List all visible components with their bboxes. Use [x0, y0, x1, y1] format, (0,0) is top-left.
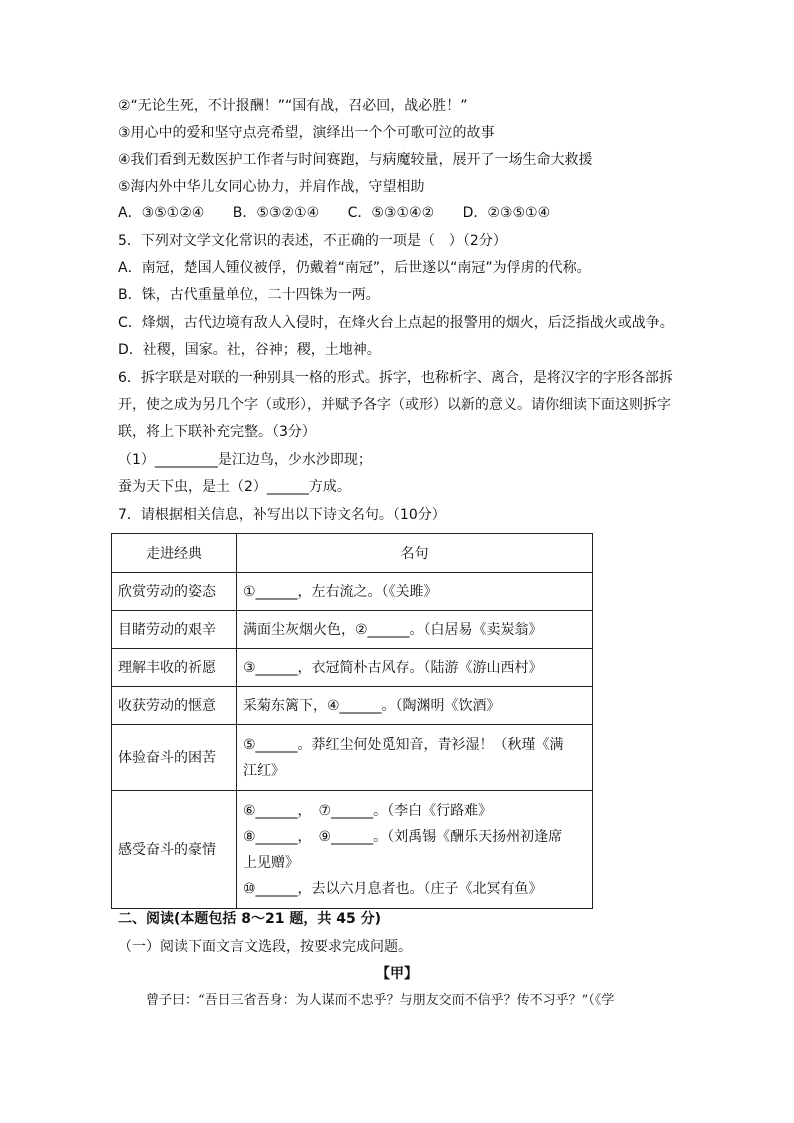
q5-option-a: A．南冠，楚国人锺仪被俘，仍戴着“南冠”，后世遂以“南冠”为俘虏的代称。 [118, 260, 591, 276]
q4-item-3: ③用心中的爱和坚守点亮希望，演绎出一个个可歌可泣的故事 [118, 125, 495, 141]
q6-line-2: 开，使之成为另几个字（或形），并赋予各字（或形）以新的意义。请你细读下面这则拆字 [118, 397, 671, 413]
q5-stem: 5．下列对文学文化常识的表述，不正确的一项是（ ）（2分） [118, 233, 507, 249]
table-header-row [112, 534, 593, 573]
header-lines: 名句 [237, 534, 593, 573]
row-line: ⑩______，去以六月息者也。（庄子《北冥有鱼》 [243, 880, 543, 897]
q7-stem: 7．请根据相关信息，补写出以下诗文名句。（10分） [118, 507, 446, 523]
row-line: 江红》 [243, 762, 285, 779]
section-2-subtitle: （一）阅读下面文言文选段，按要求完成问题。 [118, 939, 412, 955]
q5-option-c: C．烽烟，古代边境有敌人入侵时，在烽火台上点起的报警用的烟火，后泛指战火或战争。 [118, 315, 674, 331]
row-lines [237, 791, 593, 909]
q4-option-b: B．⑤③②①④ [232, 205, 320, 221]
table-row [112, 791, 593, 909]
q4-item-2: ②“无论生死，不计报酬！”“国有战，召必回，战必胜！” [118, 98, 468, 114]
row-theme: 体验奋斗的困苦 [112, 725, 237, 791]
q4-item-5: ⑤海内外中华儿女同心协力，并肩作战，守望相助 [118, 179, 425, 195]
row-line: ⑤______。莽红尘何处觅知音，青衫湿！（秋瑾《满 [243, 736, 564, 753]
row-line: 满面尘灰烟火色，②______。（白居易《卖炭翁》 [237, 611, 593, 649]
row-line: ③______，衣冠简朴古风存。（陆游《游山西村》 [237, 649, 593, 687]
row-line: 上见赠》 [243, 854, 299, 871]
table-row [112, 611, 593, 649]
q4-option-a: A．③⑤①②④ [118, 205, 205, 221]
table-row [112, 649, 593, 687]
q4-option-d: D．②③⑤①④ [462, 205, 551, 221]
q5-option-b: B．铢，古代重量单位，二十四铢为一两。 [118, 287, 380, 303]
passage-jia-label: 【甲】 [376, 966, 418, 982]
row-theme: 收获劳动的惬意 [112, 687, 237, 725]
row-line: ①______，左右流之。（《关雎》 [237, 573, 593, 611]
q4-option-c: C．⑤③①④② [347, 205, 435, 221]
q6-line-1: 6．拆字联是对联的一种别具一格的形式。拆字，也称析字、离合，是将汉字的字形各部拆 [118, 370, 673, 386]
row-line: ⑧______， ⑨______。（刘禹锡《酬乐天扬州初逢席 [243, 828, 563, 845]
table-row [112, 725, 593, 791]
q4-options [118, 203, 574, 223]
row-theme: 欣赏劳动的姿态 [112, 573, 237, 611]
header-theme: 走进经典 [112, 534, 237, 573]
passage-jia-quote: 曾子曰：“吾日三省吾身：为人谋而不忠乎？与朋友交而不信乎？传不习乎？”（《学 [146, 993, 615, 1008]
row-line: 采菊东篱下，④______。（陶渊明《饮酒》 [237, 687, 593, 725]
q5-option-d: D．社稷，国家。社，谷神；稷，土地神。 [118, 342, 381, 358]
section-2-title: 二、阅读(本题包括 8～21 题，共 45 分) [118, 911, 381, 927]
q6-couplet-second: 蚕为天下虫，是土（2）______方成。 [118, 479, 351, 495]
row-line: ⑥______， ⑦______。（李白《行路难》 [243, 802, 493, 819]
row-theme: 目睹劳动的艰辛 [112, 611, 237, 649]
q6-couplet-first: （1）_________是江边鸟，少水沙即现； [118, 452, 372, 468]
poetry-table [111, 533, 593, 909]
row-lines [237, 725, 593, 791]
row-theme: 感受奋斗的豪情 [112, 791, 237, 909]
table-row [112, 573, 593, 611]
table-row [112, 687, 593, 725]
q6-line-3: 联，将上下联补充完整。（3分） [118, 424, 316, 440]
q4-item-4: ④我们看到无数医护工作者与时间赛跑，与病魔较量，展开了一场生命大救援 [118, 152, 593, 168]
row-theme: 理解丰收的祈愿 [112, 649, 237, 687]
